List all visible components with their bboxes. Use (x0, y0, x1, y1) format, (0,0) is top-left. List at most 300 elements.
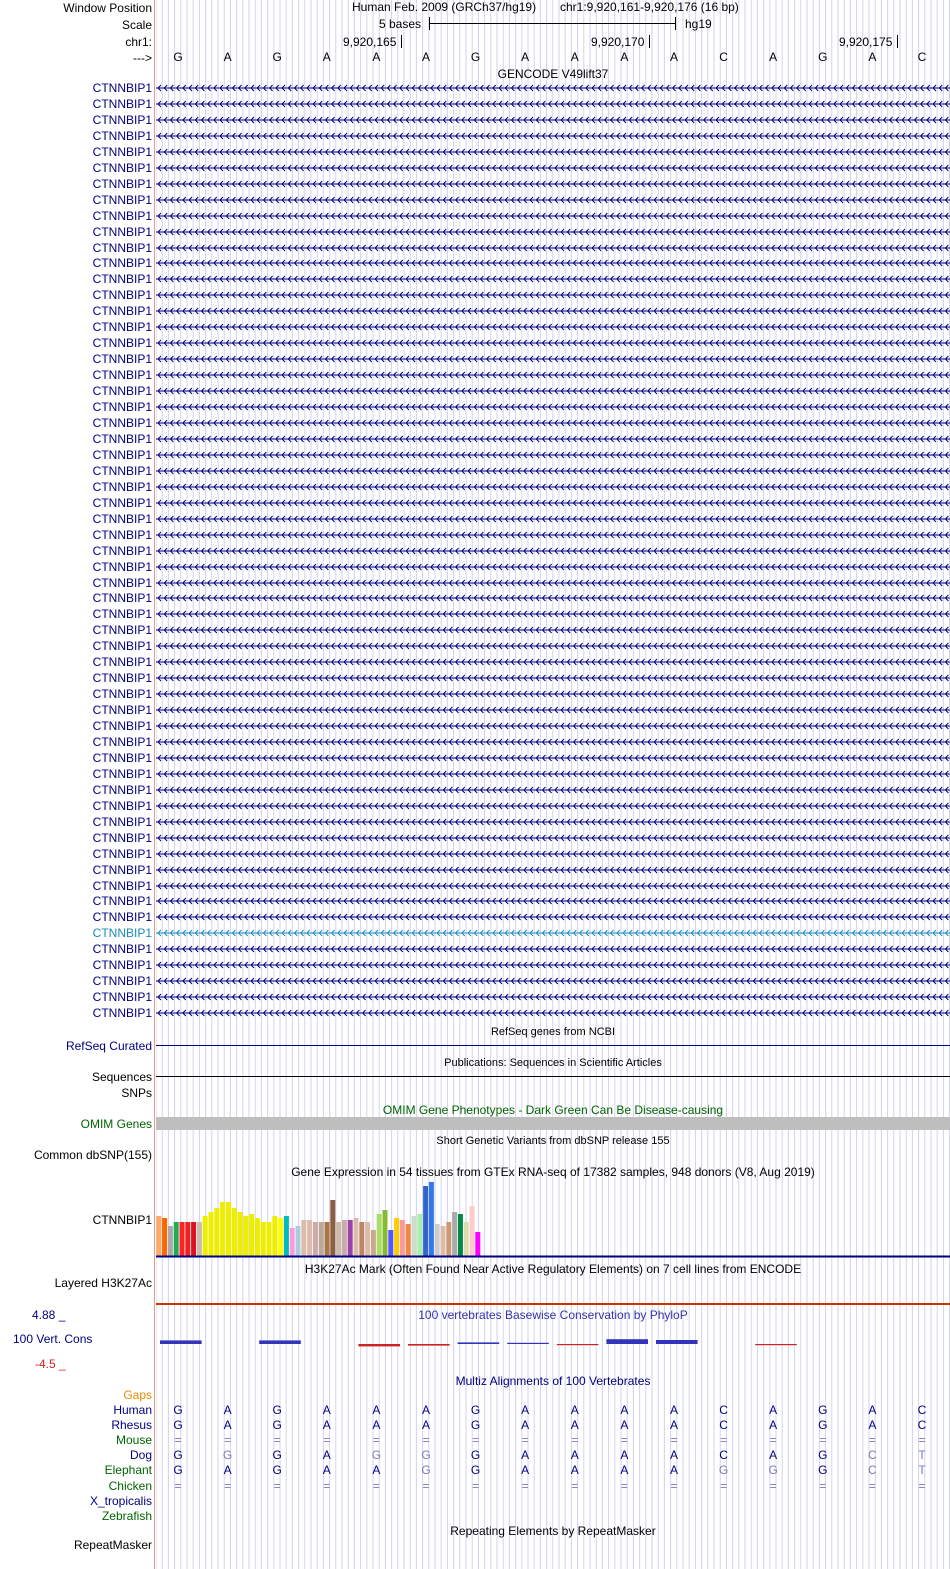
gtex-tissue-bar[interactable] (330, 1200, 335, 1256)
gtex-tissue-bar[interactable] (168, 1226, 173, 1256)
gencode-transcript-line[interactable] (156, 865, 950, 875)
gencode-transcript-line[interactable] (156, 99, 950, 109)
alignment-base: C (917, 1418, 927, 1433)
gencode-transcript-line[interactable] (156, 817, 950, 827)
gtex-tissue-bar[interactable] (452, 1212, 457, 1256)
gencode-transcript-label[interactable]: CTNNBIP1 (92, 320, 152, 335)
gtex-tissue-bar[interactable] (458, 1214, 463, 1256)
alignment-base: = (769, 1433, 777, 1448)
species-label-zebrafish[interactable]: Zebrafish (101, 1508, 152, 1523)
gencode-transcript-label[interactable]: CTNNBIP1 (92, 655, 152, 670)
alignment-base: = (620, 1478, 628, 1493)
gencode-transcript-line[interactable] (156, 928, 950, 938)
gencode-transcript-label[interactable]: CTNNBIP1 (92, 1006, 152, 1021)
gencode-transcript-label[interactable]: CTNNBIP1 (92, 208, 152, 223)
db-label: hg19 (685, 17, 712, 31)
gtex-tissue-bar[interactable] (156, 1216, 161, 1256)
alignment-base: A (223, 1403, 232, 1417)
alignment-base: = (273, 1478, 281, 1493)
gencode-transcript-label[interactable]: CTNNBIP1 (92, 798, 152, 813)
gtex-tissue-bar[interactable] (238, 1212, 243, 1256)
gencode-transcript-line[interactable] (156, 482, 950, 492)
gtex-tissue-bar[interactable] (388, 1230, 393, 1256)
gencode-transcript-line[interactable] (156, 609, 950, 619)
gencode-transcript-line[interactable] (156, 881, 950, 891)
alignment-base: A (421, 1418, 430, 1433)
gtex-tissue-bar[interactable] (162, 1218, 167, 1256)
gtex-tissue-bar[interactable] (400, 1220, 405, 1256)
alignment-base: = (224, 1433, 232, 1448)
alignment-base: = (521, 1433, 529, 1448)
alignment-base: G (818, 1448, 828, 1463)
gencode-transcript-label[interactable]: CTNNBIP1 (92, 559, 152, 574)
alignment-base: A (570, 1448, 579, 1463)
species-label-human[interactable]: Human (113, 1403, 152, 1417)
gtex-tissue-bar[interactable] (435, 1224, 440, 1256)
omim-track-title: OMIM Gene Phenotypes - Dark Green Can Be Disease-causing (382, 1103, 724, 1117)
sequence-base: G (272, 50, 282, 64)
alignment-base: A (521, 1403, 530, 1417)
gencode-transcript-label[interactable]: CTNNBIP1 (92, 256, 152, 271)
gtex-tissue-bar[interactable] (267, 1222, 272, 1256)
alignment-base: = (323, 1478, 331, 1493)
repeatmasker-track-label[interactable]: RepeatMasker (73, 1538, 152, 1552)
gencode-transcript-line[interactable] (156, 896, 950, 906)
gtex-tissue-bar[interactable] (261, 1222, 266, 1256)
gencode-transcript-label[interactable]: CTNNBIP1 (92, 910, 152, 925)
gtex-tissue-bar[interactable] (191, 1222, 196, 1256)
sequence-base: A (421, 50, 430, 64)
alignment-base: G (272, 1418, 282, 1433)
gencode-transcript-label[interactable]: CTNNBIP1 (92, 990, 152, 1005)
gencode-transcript-line[interactable] (156, 450, 950, 460)
gencode-transcript-line[interactable] (156, 514, 950, 524)
position-readout: chr1:9,920,161-9,920,176 (16 bp) (560, 0, 739, 14)
gencode-transcript-line[interactable] (156, 944, 950, 954)
gencode-transcript-label[interactable]: CTNNBIP1 (92, 479, 152, 494)
gencode-transcript-label[interactable]: CTNNBIP1 (92, 336, 152, 351)
alignment-base: A (372, 1418, 381, 1433)
gencode-transcript-label[interactable]: CTNNBIP1 (92, 766, 152, 781)
sequence-base: G (818, 50, 828, 64)
alignment-base: = (521, 1478, 529, 1493)
gencode-transcript-label[interactable]: CTNNBIP1 (92, 639, 152, 654)
alignment-base: = (720, 1433, 728, 1448)
alignment-base: C (917, 1403, 927, 1417)
gencode-transcript-line[interactable] (156, 354, 950, 364)
gencode-transcript-label[interactable]: CTNNBIP1 (92, 687, 152, 702)
gencode-transcript-line[interactable] (156, 753, 950, 763)
gtex-tissue-bar[interactable] (174, 1222, 179, 1256)
alignment-base: A (620, 1448, 629, 1463)
gencode-transcript-line[interactable] (156, 147, 950, 157)
alignment-base: A (521, 1418, 530, 1433)
scale-bar-left-tick (429, 17, 430, 30)
species-label-rhesus[interactable]: Rhesus (111, 1418, 152, 1433)
gencode-transcript-label[interactable]: CTNNBIP1 (92, 447, 152, 462)
gtex-tissue-bar[interactable] (406, 1224, 411, 1256)
gencode-transcript-line[interactable] (156, 418, 950, 428)
alignment-base: G (272, 1448, 282, 1463)
alignment-base: A (669, 1418, 678, 1433)
gencode-transcript-label[interactable]: CTNNBIP1 (92, 814, 152, 829)
gencode-transcript-label[interactable]: CTNNBIP1 (92, 384, 152, 399)
gtex-tissue-bar[interactable] (272, 1216, 277, 1256)
species-label-mouse[interactable]: Mouse (115, 1433, 152, 1448)
gtex-tissue-bar[interactable] (296, 1226, 301, 1256)
gencode-transcript-label[interactable]: CTNNBIP1 (92, 942, 152, 957)
gencode-transcript-label[interactable]: CTNNBIP1 (92, 304, 152, 319)
alignment-base: = (472, 1433, 480, 1448)
gtex-tissue-bar[interactable] (423, 1186, 428, 1256)
conservation-score-bar[interactable] (358, 1344, 400, 1346)
alignment-base: G (371, 1448, 382, 1463)
gtex-tissue-bar[interactable] (278, 1218, 283, 1256)
gtex-tissue-bar[interactable] (348, 1220, 353, 1256)
gtex-tissue-bar[interactable] (180, 1222, 185, 1256)
refseq-gene-line[interactable] (156, 1045, 950, 1046)
gencode-transcript-line[interactable] (156, 593, 950, 603)
gencode-transcript-line[interactable] (156, 370, 950, 380)
gencode-transcript-line[interactable] (156, 912, 950, 922)
gtex-tissue-bar[interactable] (412, 1216, 417, 1256)
gencode-transcript-line[interactable] (156, 960, 950, 970)
gencode-transcript-label[interactable]: CTNNBIP1 (92, 734, 152, 749)
gencode-transcript-line[interactable] (156, 992, 950, 1002)
gencode-transcript-line[interactable] (156, 227, 950, 237)
gencode-transcript-label[interactable]: CTNNBIP1 (92, 463, 152, 478)
alignment-base: A (322, 1463, 331, 1478)
gtex-tissue-bar[interactable] (203, 1216, 208, 1256)
gencode-transcript-line[interactable] (156, 498, 950, 508)
alignment-base: = (571, 1478, 579, 1493)
alignment-base: = (372, 1478, 380, 1493)
gencode-transcript-line[interactable] (156, 785, 950, 795)
chrom-label: chr1: (125, 35, 152, 49)
alignment-base: G (470, 1418, 481, 1433)
gencode-transcript-label[interactable]: CTNNBIP1 (92, 97, 152, 111)
gencode-transcript-label[interactable]: CTNNBIP1 (92, 431, 152, 446)
conservation-min-label: -4.5 _ (35, 1357, 66, 1371)
alignment-base: A (570, 1418, 579, 1433)
conservation-track-title: 100 vertebrates Basewise Conservation by PhyloP (418, 1308, 688, 1322)
gencode-transcript-label[interactable]: CTNNBIP1 (92, 926, 152, 941)
conservation-score-bar[interactable] (557, 1344, 599, 1345)
gtex-tissue-bar[interactable] (214, 1208, 219, 1256)
conservation-score-bar[interactable] (606, 1339, 648, 1344)
gencode-transcript-line[interactable] (156, 163, 950, 173)
coord-tick-label: 9,920,175 (839, 35, 893, 49)
gencode-transcript-label[interactable]: CTNNBIP1 (92, 623, 152, 638)
gencode-transcript-label[interactable]: CTNNBIP1 (92, 575, 152, 590)
gencode-transcript-label[interactable]: CTNNBIP1 (92, 81, 152, 95)
gtex-tissue-bar[interactable] (365, 1222, 370, 1256)
conservation-score-bar[interactable] (160, 1340, 202, 1344)
scale-bar-right-tick (675, 17, 676, 30)
sequence-base: A (322, 50, 331, 64)
gencode-transcript-line[interactable] (156, 258, 950, 268)
gtex-tissue-bar[interactable] (464, 1222, 469, 1256)
multiz-track-title: Multiz Alignments of 100 Vertebrates (455, 1374, 651, 1388)
alignment-base: = (323, 1433, 331, 1448)
gencode-transcript-line[interactable] (156, 338, 950, 348)
conservation-score-bar[interactable] (259, 1340, 301, 1344)
sequence-base: A (868, 50, 877, 64)
gencode-transcript-line[interactable] (156, 833, 950, 843)
gencode-transcript-label[interactable]: CTNNBIP1 (92, 288, 152, 303)
gtex-tissue-bar[interactable] (429, 1182, 434, 1256)
repeatmasker-track-title: Repeating Elements by RepeatMasker (450, 1524, 656, 1538)
label-separator (154, 0, 155, 1569)
sequence-base: A (769, 50, 778, 64)
coord-tick (649, 35, 650, 48)
gtex-tissue-bar[interactable] (342, 1220, 347, 1256)
gtex-tissue-bar[interactable] (185, 1222, 190, 1256)
gencode-transcript-line[interactable] (156, 689, 950, 699)
gtex-expression-chart[interactable] (156, 1175, 950, 1259)
sequence-base: A (570, 50, 579, 64)
gtex-tissue-bar[interactable] (220, 1202, 225, 1256)
gtex-track-title: Gene Expression in 54 tissues from GTEx RNA-seq of 17382 samples, 948 donors (V8, Aug 2019) (291, 1165, 815, 1179)
sequence-base: A (223, 50, 232, 64)
gencode-transcript-line[interactable] (156, 434, 950, 444)
snps-track-label[interactable]: SNPs (121, 1086, 152, 1100)
alignment-base: A (570, 1403, 579, 1417)
gencode-transcript-line[interactable] (156, 641, 950, 651)
coord-tick (897, 35, 898, 48)
gtex-tissue-bar[interactable] (301, 1220, 306, 1256)
gtex-tissue-bar[interactable] (359, 1222, 364, 1256)
gencode-transcript-line[interactable] (156, 546, 950, 556)
gtex-tissue-bar[interactable] (470, 1206, 475, 1256)
gtex-tissue-bar[interactable] (377, 1214, 382, 1256)
gencode-transcript-label[interactable]: CTNNBIP1 (92, 878, 152, 893)
gtex-tissue-bar[interactable] (417, 1214, 422, 1256)
scale-bar (429, 23, 676, 24)
gencode-transcript-label[interactable]: CTNNBIP1 (92, 224, 152, 239)
gencode-transcript-line[interactable] (156, 290, 950, 300)
gencode-transcript-label[interactable]: CTNNBIP1 (92, 894, 152, 909)
alignment-base: = (273, 1433, 281, 1448)
publications-track-title: Publications: Sequences in Scientific Articles (444, 1057, 662, 1069)
gtex-tissue-bar[interactable] (313, 1222, 318, 1256)
gencode-transcript-line[interactable] (156, 243, 950, 253)
gencode-transcript-line[interactable] (156, 83, 950, 93)
refseq-track-label[interactable]: RefSeq Curated (65, 1039, 152, 1053)
sequence-base: G (470, 50, 481, 64)
gencode-transcript-label[interactable]: CTNNBIP1 (92, 352, 152, 367)
dbsnp-track-title: Short Genetic Variants from dbSNP release 155 (436, 1135, 670, 1147)
alignment-base: = (422, 1478, 430, 1493)
dbsnp-track-label[interactable]: Common dbSNP(155) (33, 1148, 152, 1162)
gencode-transcript-line[interactable] (156, 402, 950, 412)
gencode-transcript-line[interactable] (156, 849, 950, 859)
gencode-transcript-label[interactable]: CTNNBIP1 (92, 176, 152, 191)
alignment-base: = (422, 1433, 430, 1448)
gencode-transcript-label[interactable]: CTNNBIP1 (92, 415, 152, 430)
alignment-base: C (719, 1418, 728, 1433)
gencode-transcript-line[interactable] (156, 673, 950, 683)
gencode-transcript-label[interactable]: CTNNBIP1 (92, 272, 152, 287)
alignment-base: A (669, 1463, 678, 1478)
gencode-transcript-line[interactable] (156, 131, 950, 141)
alignment-base: A (868, 1403, 877, 1417)
gencode-transcript-line[interactable] (156, 306, 950, 316)
gaps-label: Gaps (123, 1388, 152, 1402)
alignment-base: = (819, 1478, 827, 1493)
alignment-base: = (620, 1433, 628, 1448)
gtex-tissue-bar[interactable] (226, 1202, 231, 1256)
alignment-base: C (719, 1403, 728, 1417)
omim-gene-bar[interactable] (156, 1117, 950, 1130)
alignment-base: A (223, 1463, 232, 1478)
gtex-tissue-bar[interactable] (307, 1220, 312, 1256)
gtex-tissue-bar[interactable] (249, 1214, 254, 1256)
gtex-tissue-bar[interactable] (475, 1232, 480, 1256)
gtex-tissue-bar[interactable] (290, 1228, 295, 1256)
conservation-score-bar[interactable] (458, 1342, 500, 1344)
gencode-transcript-line[interactable] (156, 211, 950, 221)
gencode-transcript-line[interactable] (156, 769, 950, 779)
gencode-transcript-line[interactable] (156, 657, 950, 667)
gtex-tissue-bar[interactable] (209, 1212, 214, 1256)
conservation-score-bar[interactable] (408, 1344, 450, 1346)
gencode-transcript-label[interactable]: CTNNBIP1 (92, 958, 152, 973)
alignment-base: A (223, 1418, 232, 1433)
conservation-score-bar[interactable] (507, 1343, 549, 1344)
gencode-transcript-label[interactable]: CTNNBIP1 (92, 527, 152, 542)
gtex-tissue-bar[interactable] (446, 1222, 451, 1256)
gencode-transcript-label[interactable]: CTNNBIP1 (92, 543, 152, 558)
alignment-base: G (768, 1463, 778, 1478)
coord-tick (401, 35, 402, 48)
sequences-track-label[interactable]: Sequences (91, 1070, 152, 1084)
gencode-transcript-line[interactable] (156, 737, 950, 747)
gencode-transcript-label[interactable]: CTNNBIP1 (92, 591, 152, 606)
species-label-chicken[interactable]: Chicken (108, 1478, 152, 1493)
alignment-base: G (718, 1463, 729, 1478)
sequence-base: A (620, 50, 629, 64)
refseq-track-title: RefSeq genes from NCBI (490, 1026, 616, 1038)
gtex-tissue-bar[interactable] (371, 1230, 376, 1256)
gtex-tissue-bar[interactable] (284, 1216, 289, 1256)
gtex-tissue-bar[interactable] (319, 1222, 324, 1256)
gencode-transcript-label[interactable]: CTNNBIP1 (92, 830, 152, 845)
gencode-transcript-line[interactable] (156, 801, 950, 811)
gencode-transcript-line[interactable] (156, 322, 950, 332)
gencode-transcript-label[interactable]: CTNNBIP1 (92, 846, 152, 861)
gencode-transcript-line[interactable] (156, 274, 950, 284)
gencode-transcript-label[interactable]: CTNNBIP1 (92, 240, 152, 255)
conservation-score-bar[interactable] (755, 1344, 797, 1345)
gtex-tissue-bar[interactable] (441, 1226, 446, 1256)
alignment-base: G (222, 1448, 233, 1463)
species-label-elephant[interactable]: Elephant (104, 1463, 152, 1478)
h3k27ac-track-label[interactable]: Layered H3K27Ac (54, 1276, 152, 1290)
conservation-chart[interactable] (156, 1330, 950, 1358)
gencode-transcript-line[interactable] (156, 1008, 950, 1018)
gencode-transcript-label[interactable]: CTNNBIP1 (92, 511, 152, 526)
gencode-transcript-line[interactable] (156, 562, 950, 572)
gencode-transcript-line[interactable] (156, 625, 950, 635)
gencode-transcript-line[interactable] (156, 530, 950, 540)
gencode-transcript-label[interactable]: CTNNBIP1 (92, 782, 152, 797)
gencode-transcript-label[interactable]: CTNNBIP1 (92, 144, 152, 159)
gencode-transcript-label[interactable]: CTNNBIP1 (92, 368, 152, 383)
gtex-track-label[interactable]: CTNNBIP1 (92, 1213, 152, 1227)
gencode-transcript-line[interactable] (156, 115, 950, 125)
alignment-base: A (620, 1418, 629, 1433)
publications-sequence-line[interactable] (156, 1076, 950, 1077)
gtex-tissue-bar[interactable] (232, 1208, 237, 1256)
gencode-transcript-line[interactable] (156, 578, 950, 588)
gencode-transcript-label[interactable]: CTNNBIP1 (92, 703, 152, 717)
alignment-base: = (174, 1478, 182, 1493)
sequence-base: A (521, 50, 530, 64)
gencode-transcript-label[interactable]: CTNNBIP1 (92, 495, 152, 510)
gencode-transcript-line[interactable] (156, 466, 950, 476)
gencode-transcript-label[interactable]: CTNNBIP1 (92, 160, 152, 175)
gtex-tissue-bar[interactable] (354, 1218, 359, 1256)
gtex-tissue-bar[interactable] (243, 1216, 248, 1256)
gtex-tissue-bar[interactable] (255, 1218, 260, 1256)
alignment-base: G (421, 1448, 431, 1463)
gencode-transcript-label[interactable]: CTNNBIP1 (92, 719, 152, 733)
gencode-transcript-label[interactable]: CTNNBIP1 (92, 112, 152, 127)
gencode-transcript-label[interactable]: CTNNBIP1 (92, 750, 152, 765)
gtex-tissue-bar[interactable] (394, 1218, 399, 1256)
gencode-transcript-label[interactable]: CTNNBIP1 (92, 128, 152, 143)
sequence-base: C (917, 50, 927, 64)
gencode-transcript-label[interactable]: CTNNBIP1 (92, 607, 152, 622)
alignment-base: = (224, 1478, 232, 1493)
gencode-transcript-line[interactable] (156, 195, 950, 205)
species-label-dog[interactable]: Dog (129, 1448, 152, 1463)
alignment-base: A (322, 1448, 331, 1463)
alignment-base: A (421, 1403, 430, 1417)
alignment-base: = (472, 1478, 480, 1493)
gencode-transcript-line[interactable] (156, 179, 950, 189)
gencode-transcript-label[interactable]: CTNNBIP1 (92, 862, 152, 877)
gtex-tissue-bar[interactable] (197, 1222, 202, 1256)
conservation-track-label[interactable]: 100 Vert. Cons (13, 1332, 93, 1346)
gencode-transcript-label[interactable]: CTNNBIP1 (92, 192, 152, 207)
strand-label: ---> (133, 51, 152, 65)
gtex-tissue-bar[interactable] (336, 1222, 341, 1256)
species-label-x_tropicalis[interactable]: X_tropicalis (89, 1493, 152, 1508)
gencode-transcript-line[interactable] (156, 976, 950, 986)
alignment-base: A (620, 1403, 629, 1417)
alignment-base: T (918, 1463, 926, 1478)
gencode-transcript-line[interactable] (156, 705, 950, 715)
assembly-title: Human Feb. 2009 (GRCh37/hg19) (352, 0, 537, 14)
conservation-score-bar[interactable] (656, 1340, 698, 1344)
alignment-base: = (372, 1433, 380, 1448)
gencode-transcript-line[interactable] (156, 386, 950, 396)
alignment-base: = (571, 1433, 579, 1448)
scale-text: 5 bases (379, 17, 422, 31)
gencode-transcript-label[interactable]: CTNNBIP1 (92, 400, 152, 414)
alignment-base: C (868, 1463, 877, 1478)
gencode-transcript-label[interactable]: CTNNBIP1 (92, 671, 152, 686)
sequence-base: G (173, 50, 183, 64)
sequence-base: A (669, 50, 678, 64)
gencode-transcript-line[interactable] (156, 721, 950, 731)
gencode-transcript-label[interactable]: CTNNBIP1 (92, 974, 152, 989)
gtex-tissue-bar[interactable] (383, 1210, 388, 1256)
gtex-tissue-bar[interactable] (325, 1222, 330, 1256)
omim-track-label[interactable]: OMIM Genes (80, 1117, 152, 1131)
